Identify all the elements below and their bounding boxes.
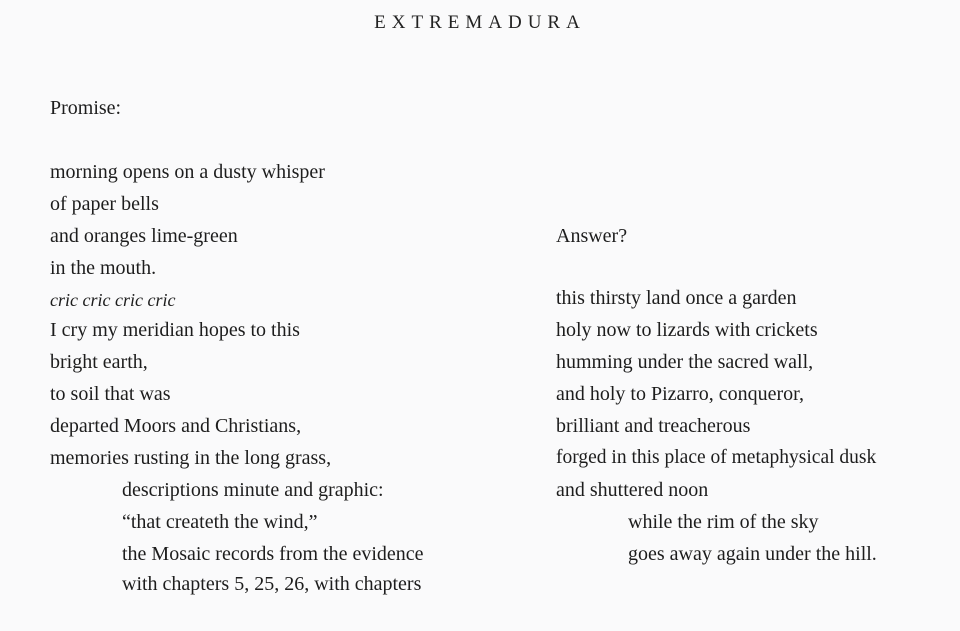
poem-line: forged in this place of metaphysical dusk — [556, 447, 877, 468]
poem-line-indented: descriptions minute and graphic: — [122, 479, 384, 501]
poem-line-indented: while the rim of the sky — [628, 511, 819, 533]
poem-line-indented: “that createth the wind,” — [122, 511, 318, 533]
poem-line: I cry my meridian hopes to this — [50, 319, 300, 341]
poem-line: morning opens on a dusty whisper — [50, 161, 325, 183]
poem-line: holy now to lizards with crickets — [556, 319, 818, 341]
left-heading: Promise: — [50, 97, 122, 119]
poem-line: and shuttered noon — [556, 479, 709, 501]
poem-title: EXTREMADURA — [374, 12, 586, 33]
poem-line: to soil that was — [50, 383, 171, 405]
poem-line-indented: the Mosaic records from the evidence — [122, 543, 424, 565]
poem-line: this thirsty land once a garden — [556, 287, 797, 309]
right-heading: Answer? — [556, 225, 628, 247]
poem-line-indented: goes away again under the hill. — [628, 543, 877, 565]
poem-line: of paper bells — [50, 193, 159, 215]
poem-line: in the mouth. — [50, 257, 157, 279]
poem-line: brilliant and treacherous — [556, 415, 751, 437]
poem-line: and holy to Pizarro, conqueror, — [556, 383, 805, 405]
poem-line: and oranges lime-green — [50, 225, 238, 247]
poem-line: departed Moors and Christians, — [50, 415, 302, 437]
poem-line: memories rusting in the long grass, — [50, 447, 332, 469]
poem-line: humming under the sacred wall, — [556, 351, 814, 373]
poem-line: bright earth, — [50, 351, 148, 373]
poem-line-indented: with chapters 5, 25, 26, with chapters — [122, 573, 422, 595]
poem-line-italic: cric cric cric cric — [50, 290, 176, 310]
